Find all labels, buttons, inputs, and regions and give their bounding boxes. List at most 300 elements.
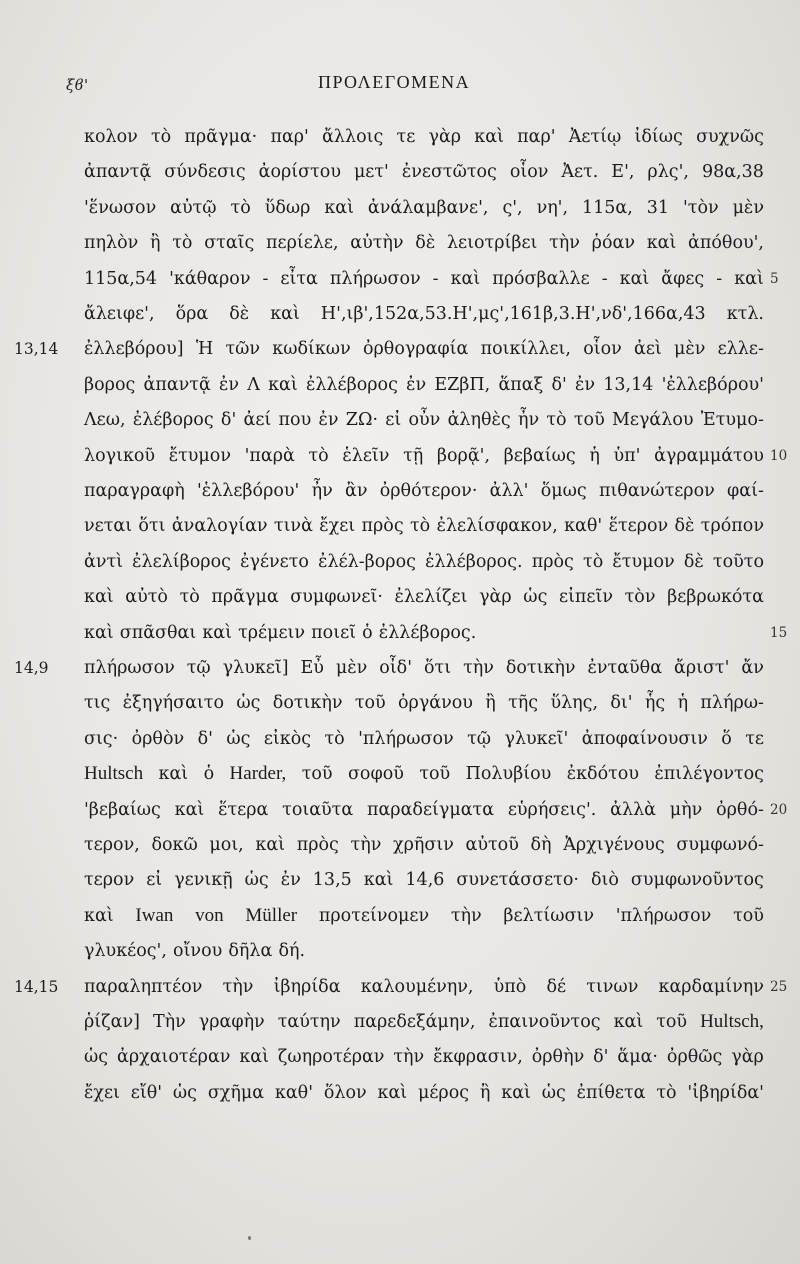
word: καὶ — [450, 268, 481, 289]
word: καὶ — [239, 1047, 269, 1068]
margin-line-number: 5 — [770, 270, 779, 287]
word: τερον — [84, 870, 135, 891]
word: Harder, — [229, 763, 287, 785]
word: καὶ — [377, 1082, 408, 1103]
word: καθ' — [274, 1082, 314, 1103]
word: καὶ — [734, 268, 764, 289]
word: τῆς — [508, 693, 539, 714]
word: που — [278, 410, 312, 431]
ink-speck — [248, 1236, 251, 1240]
word: καὶ — [363, 870, 394, 891]
word: ἐλλέβορος. — [425, 551, 523, 572]
word: πρᾶγμα· — [184, 127, 258, 147]
word: Ἡ — [195, 339, 214, 360]
word: ἡ — [677, 693, 689, 714]
word: ἕτερον — [608, 516, 669, 537]
word: ἡ — [589, 445, 600, 466]
word: τὸ — [230, 197, 251, 218]
word: ὡς — [236, 693, 261, 714]
word: τὴν — [463, 658, 494, 678]
word: ἀποφαίνουσιν — [581, 728, 708, 749]
word: καὶ — [158, 764, 189, 785]
word: πλήρωσον — [329, 268, 421, 289]
word: ὕλης, — [550, 693, 599, 714]
word: ἄφες — [661, 268, 705, 289]
word: νη', — [536, 197, 569, 218]
word: καὶ — [84, 587, 114, 608]
word: ἅπαξ — [498, 374, 544, 395]
word: πρᾶγμα — [211, 587, 279, 608]
word: μὲν — [335, 658, 368, 678]
word: ἀεὶ — [634, 339, 662, 360]
word: τὴν — [222, 976, 254, 997]
word: ἀλλ' — [489, 481, 529, 501]
word: ζωηροτέραν — [277, 1047, 385, 1068]
text-line — [84, 865, 764, 895]
word: γλυκεῖ' — [504, 728, 569, 749]
word: οἷον — [509, 162, 549, 183]
word: τὸ — [546, 410, 567, 431]
word: ῥόαν — [591, 233, 635, 254]
word: ἄν — [741, 658, 764, 678]
word: ρλς', — [647, 162, 689, 183]
word: ἢ — [485, 693, 496, 714]
word: ἰβηρίδα — [273, 976, 341, 997]
word: σύνδεσις — [164, 162, 246, 183]
word: ἀορίστου — [258, 162, 341, 183]
text-line — [84, 299, 764, 329]
word: εἴθ' — [130, 1082, 163, 1103]
word: ἐν — [280, 870, 301, 891]
word: τὸ — [179, 587, 200, 608]
word: ὀργάνου — [398, 693, 473, 714]
word: ὕδωρ — [264, 197, 311, 218]
word: συνετάσσετο· — [456, 870, 579, 891]
word: ταύτην — [277, 1012, 341, 1032]
word: τῷ — [467, 728, 492, 749]
word: γλυκέος', — [84, 941, 167, 962]
word: τε — [745, 728, 764, 749]
word: δ' — [593, 1047, 609, 1068]
word: τὸ — [410, 516, 431, 537]
word: Εὖ — [300, 658, 324, 678]
word: τὸ — [583, 551, 604, 572]
text-line — [84, 228, 764, 258]
word: ἔτυμον — [168, 445, 231, 466]
word: τοιαῦτα — [282, 799, 354, 820]
page-number: ξϐ' — [66, 76, 89, 94]
word: ἢ — [150, 233, 161, 254]
word: τοῦ — [354, 693, 386, 714]
word: ὑπ' — [613, 445, 641, 466]
word: αὐτὴν — [350, 233, 404, 254]
word: von — [195, 904, 224, 926]
word: πλήρωσον — [84, 658, 175, 678]
word: ἀπαντᾷ — [143, 374, 211, 395]
word: Πολυβίου — [465, 764, 552, 785]
word: ὅλον — [323, 1082, 367, 1103]
word: καὶ — [501, 1082, 531, 1103]
word: βεβαίως — [503, 445, 576, 466]
word: πηλὸν — [84, 233, 139, 254]
word: ελλε- — [717, 339, 764, 360]
word: ἦν — [311, 481, 333, 501]
word: ἀεί — [243, 410, 272, 431]
word: ἐλλεβόρου] — [84, 339, 184, 360]
word: 'παρὰ — [244, 445, 295, 466]
word: ἂν — [345, 481, 368, 501]
word: ῥίζαν] — [84, 1012, 140, 1032]
word: οὖν — [408, 410, 441, 431]
text-line — [84, 1078, 764, 1108]
word: ἦν — [517, 410, 540, 431]
word: τοῦ — [301, 764, 333, 785]
word: τινων — [586, 976, 639, 997]
word: 'ἰβηρίδα' — [687, 1082, 764, 1103]
word: τε — [396, 127, 416, 147]
word: διὸ — [590, 870, 619, 891]
word: πρὸς — [531, 551, 574, 572]
word: Ε', — [611, 162, 635, 183]
word: δὲ — [229, 304, 250, 324]
word: ἐπίθετα — [576, 1082, 646, 1103]
word: προτείνομεν — [318, 905, 430, 926]
word: 'βεβαίως — [84, 799, 161, 820]
text-line — [84, 830, 764, 860]
word: παρ' — [270, 127, 309, 147]
word: σταῖς — [204, 233, 255, 254]
word: ὁ — [362, 622, 373, 643]
word: Hultsch, — [700, 1011, 764, 1032]
text-line — [84, 936, 764, 966]
word: ἔχει — [84, 1082, 120, 1103]
word: ἐγένετο — [240, 551, 309, 572]
word: 115α, — [582, 197, 633, 218]
word: κωδίκων — [272, 339, 351, 360]
word: τὴν — [393, 1047, 425, 1068]
word: 'ἑλλεβόρου' — [196, 481, 300, 501]
word: εἰ — [146, 870, 163, 891]
word: ἀπόθου', — [688, 233, 764, 254]
passage-reference: 14,15 — [14, 977, 59, 996]
word: ὅτι — [138, 516, 166, 537]
word: ἐκδότου — [566, 764, 639, 785]
word: εἰκὸς — [263, 728, 312, 749]
word: ἐλελίζει — [394, 587, 468, 608]
word: ΕΖβΠ, — [434, 374, 491, 395]
word: ἐλλέβορος. — [378, 622, 477, 643]
word: ἐν — [406, 374, 427, 395]
word: δοτικὴν — [272, 693, 343, 714]
word: καὶ — [202, 622, 232, 643]
word: παρ' — [517, 127, 556, 147]
word: σχῆμα — [207, 1082, 265, 1103]
word: ὅρα — [175, 304, 209, 324]
word: τὴν — [450, 905, 482, 926]
word: παραληπτέον — [84, 976, 203, 997]
word: Ἀετίῳ — [568, 127, 622, 147]
word: βορᾷ', — [436, 445, 491, 466]
passage-reference: 14,9 — [14, 659, 49, 677]
word: ἄριστ' — [674, 658, 730, 678]
word: Λ — [247, 374, 260, 395]
word: ὀρθὸν — [131, 728, 185, 749]
text-line — [84, 653, 764, 683]
word: - — [601, 268, 608, 289]
word: δὲ — [415, 233, 436, 254]
word: ἀπαντᾷ — [84, 162, 152, 183]
running-title: ΠΡΟΛΕΓΟΜΕΝΑ — [318, 72, 471, 92]
word: Ἀρχιγένους — [563, 835, 665, 855]
word: ς', — [502, 197, 523, 218]
word: χρῆσιν — [393, 835, 454, 855]
word: ἅμα· — [617, 1047, 658, 1068]
word: τοῦ — [733, 905, 764, 926]
word: Ἐτυμο- — [700, 410, 764, 431]
word: παρεδεξάμην, — [353, 1012, 476, 1032]
text-line — [84, 759, 764, 789]
word: 13,14 — [603, 374, 654, 395]
word: ἐπαινοῦντος — [488, 1012, 601, 1032]
text-line — [84, 405, 764, 435]
text-line — [84, 582, 764, 612]
word: καὶ — [270, 304, 300, 324]
word: ὡς — [84, 1047, 109, 1068]
text-line — [84, 511, 764, 541]
text-line — [84, 688, 764, 718]
word: τῇ — [403, 445, 424, 466]
word: δοκῶ — [151, 835, 198, 855]
word: πρὸς — [296, 835, 339, 855]
word: ἄλειφε', — [84, 304, 155, 324]
word: ἔχει — [319, 516, 356, 537]
word: συχνῶς — [696, 127, 764, 147]
word: μὲν — [732, 197, 764, 218]
word: δοτικὴν — [505, 658, 576, 678]
word: τὸ — [308, 445, 329, 466]
word: τὸν — [624, 587, 656, 608]
word: καὶ — [619, 268, 650, 289]
word: ΖΩ· — [345, 410, 379, 431]
word: ἑλεῖν — [342, 445, 390, 466]
word: τὴν — [350, 835, 382, 855]
word: μοι, — [209, 835, 244, 855]
word: σπᾶσθαι — [119, 622, 197, 643]
word: δῆλα — [228, 941, 273, 962]
word: τινὰ — [273, 516, 313, 537]
margin-line-number: 25 — [770, 978, 788, 995]
word: - — [432, 268, 439, 289]
word: δέ — [546, 976, 567, 997]
text-line — [84, 724, 764, 754]
word: 'ἕνωσον — [84, 197, 157, 218]
word: τοῦ — [419, 764, 451, 785]
word: τὴν — [549, 233, 580, 254]
word: λογικοῦ — [84, 445, 156, 466]
word: φαί- — [727, 481, 764, 501]
word: 'τὸν — [682, 197, 719, 218]
word: τὸ — [656, 1082, 677, 1103]
word: ἀγραμμάτου — [654, 445, 764, 466]
text-line — [84, 157, 764, 187]
word: καὶ — [84, 622, 114, 643]
word: ὡς — [172, 1082, 197, 1103]
word: δὴ — [530, 835, 552, 855]
word: τὸ — [172, 233, 193, 254]
word: καὶ — [646, 233, 677, 254]
word: γενικῇ — [174, 870, 233, 891]
word: ὡς — [523, 587, 548, 608]
text-line — [84, 193, 764, 223]
word: ἐλελίβορος — [132, 551, 231, 572]
word: τὸ — [150, 127, 172, 147]
word: σοφοῦ — [347, 764, 404, 785]
word: γὰρ — [731, 1047, 764, 1068]
word: βορος — [84, 374, 136, 395]
word: τις — [84, 693, 111, 714]
word: 'ἐλλεβόρου' — [661, 374, 764, 395]
word: κτλ. — [726, 304, 764, 324]
word: συμφωνό- — [676, 835, 764, 855]
word: συμφωνεῖ· — [290, 587, 383, 608]
word: ἐλέβορος — [132, 410, 214, 431]
passage-reference: 13,14 — [14, 340, 59, 359]
word: ἢ — [479, 1082, 491, 1103]
word: αὐτοῦ — [465, 835, 519, 855]
word: τρέμειν — [238, 622, 306, 643]
word: καὶ — [474, 127, 504, 147]
text-line — [84, 1042, 764, 1072]
word: ἀρχαιοτέραν — [117, 1047, 231, 1068]
word: καρδαμίνην — [658, 976, 764, 997]
word: ἐν — [318, 410, 339, 431]
word: κολον — [84, 127, 138, 147]
word: - — [716, 268, 723, 289]
text-line — [84, 476, 764, 506]
word: ὁ — [203, 764, 215, 785]
word: μὲν — [674, 339, 706, 360]
word: Ἀετ. — [561, 162, 599, 183]
word: ὡς — [541, 1082, 566, 1103]
word: αὐτῷ — [170, 197, 217, 218]
word: τρόπον — [700, 516, 764, 537]
word: καὶ — [613, 1012, 644, 1032]
word: δ' — [551, 374, 567, 395]
text-line — [84, 618, 764, 648]
word: ὑπὸ — [493, 976, 527, 997]
word: ἐν — [219, 374, 240, 395]
word: δή. — [278, 941, 306, 962]
word: βεβρωκότα — [667, 587, 764, 608]
word: 31 — [646, 197, 670, 218]
word: ὀρθογραφία — [362, 339, 469, 360]
word: ἐλλέβορος — [305, 374, 398, 395]
word: καὶ — [84, 905, 114, 926]
word: γὰρ — [479, 587, 512, 608]
word: καὶ — [268, 374, 298, 395]
word: καθ' — [564, 516, 603, 537]
text-line — [84, 264, 764, 294]
text-line — [84, 795, 764, 825]
word: δὲ — [683, 551, 704, 572]
word: Müller — [245, 904, 298, 926]
word: ἐλελίσφακον, — [436, 516, 558, 537]
word: ὀρθό- — [716, 799, 764, 820]
word: συμφωνοῦντος — [630, 870, 764, 891]
text-line — [84, 901, 764, 931]
word: 115α,54 — [84, 268, 158, 289]
word: ὀρθότερον· — [379, 481, 478, 501]
word: ἕτερα — [218, 799, 269, 820]
word: ὅμως — [540, 481, 587, 501]
word: ἔκφρασιν, — [433, 1047, 523, 1068]
word: αὐτὸ — [125, 587, 168, 608]
text-line — [84, 370, 764, 400]
word: ἀληθὲς — [447, 410, 511, 431]
word: Hultsch — [84, 763, 144, 785]
word: τῷ — [186, 658, 211, 678]
word: 'πλήρωσον — [615, 905, 712, 926]
word: γλυκεῖ] — [222, 658, 289, 678]
text-line — [84, 122, 764, 152]
word: καὶ — [174, 799, 205, 820]
word: λειοτρίβει — [446, 233, 538, 254]
word: ἄλλοις — [322, 127, 384, 147]
word: καὶ — [255, 835, 286, 855]
word: τοῦτο — [712, 551, 764, 572]
word: μετ' — [353, 162, 389, 183]
word: εἰπεῖν — [559, 587, 613, 608]
word: ἀνάλαμβανε', — [367, 197, 489, 218]
word: ποικίλλει, — [480, 339, 571, 360]
word: τοῦ — [656, 1012, 688, 1032]
text-line — [84, 334, 764, 364]
word: πρόσβαλλε — [492, 268, 590, 289]
word: μὴν — [669, 799, 703, 820]
word: ὡς — [226, 728, 251, 749]
word: ἐλέλ-βορος — [318, 551, 416, 572]
word: ὡς — [244, 870, 269, 891]
word: νεται — [84, 516, 133, 537]
word: σις· — [84, 728, 119, 749]
word: πλήρω- — [700, 693, 764, 714]
word: τὸ — [324, 728, 345, 749]
word: ποιεῖ — [311, 622, 356, 643]
word: τερον, — [84, 835, 140, 855]
word: Τὴν — [152, 1012, 186, 1032]
word: οἶδ' — [379, 658, 413, 678]
text-line — [84, 441, 764, 471]
word: ἀναλογίαν — [171, 516, 268, 537]
word: τῶν — [225, 339, 261, 360]
word: ὀρθὴν — [531, 1047, 585, 1068]
word: καλουμένην, — [360, 976, 474, 997]
word: ἐν — [575, 374, 596, 395]
word: ἐπιλέγοντος — [654, 764, 764, 785]
margin-line-number: 20 — [770, 801, 788, 818]
word: βελτίωσιν — [503, 905, 594, 926]
word: ὅτι — [424, 658, 452, 678]
word: 'πλήρωσον — [358, 728, 454, 749]
word: περίελε, — [266, 233, 339, 254]
text-line — [84, 547, 764, 577]
word: ἀλλὰ — [610, 799, 656, 820]
word: εἶτα — [280, 268, 318, 289]
word: εὑρήσεις'. — [507, 799, 597, 820]
word: ὅ — [721, 728, 732, 749]
word: οἴνου — [173, 941, 223, 962]
word: ἐνεστῶτος — [401, 162, 497, 183]
